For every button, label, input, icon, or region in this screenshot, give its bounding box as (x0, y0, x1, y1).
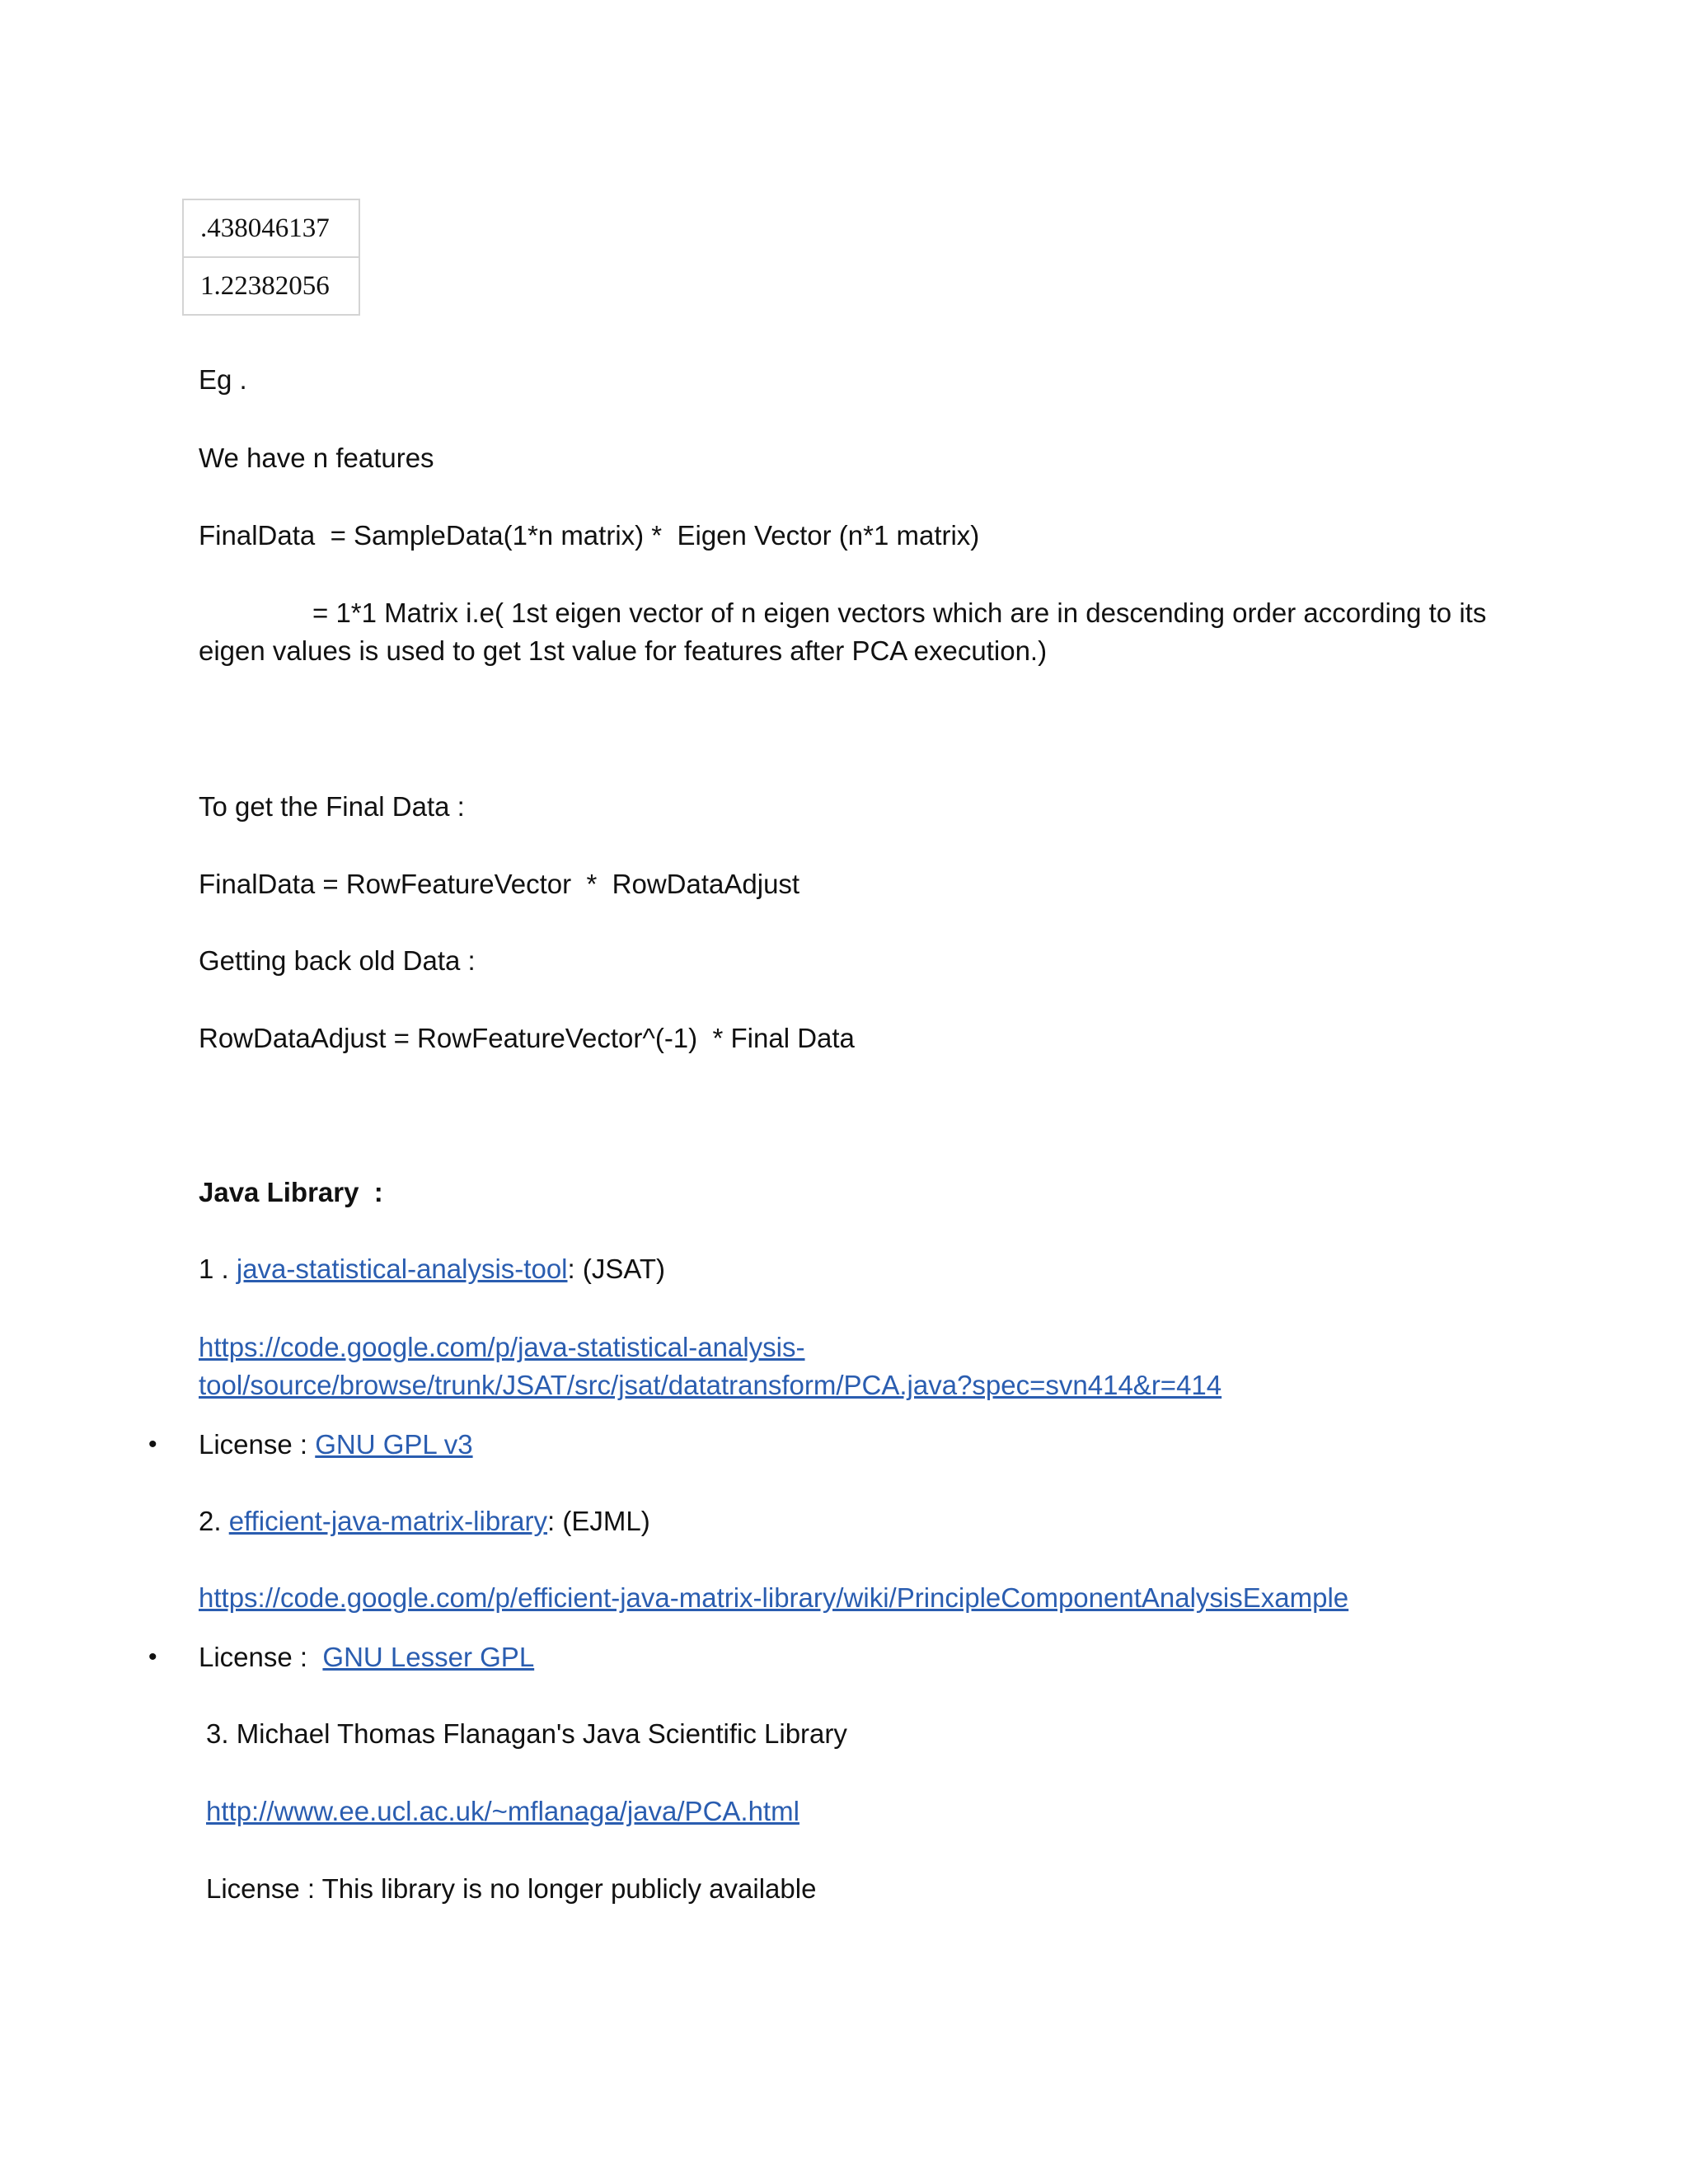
lib1-license-link[interactable]: GNU GPL v3 (315, 1429, 473, 1460)
lib1-license (199, 1426, 473, 1464)
final-data-equation: FinalData = SampleData(1*n matrix) * Eigen Vector (n*1 matrix) (199, 520, 980, 551)
lib2-license (199, 1638, 534, 1676)
lib1-url (199, 1329, 805, 1366)
back-formula: RowDataAdjust = RowFeatureVector^(-1) * Final Data (199, 1023, 855, 1053)
lib1-license-label: License : (199, 1429, 316, 1460)
lib2-url-link[interactable]: https://code.google.com/p/efficient-java-matrix-library/wiki/PrincipleComponentAnalysisExample (199, 1582, 1349, 1613)
lib1-url-link-line1[interactable]: https://code.google.com/p/java-statistical-analysis- (199, 1332, 805, 1362)
lib1-url-cont (199, 1366, 1221, 1404)
lib3-url-link[interactable]: http://www.ee.ucl.ac.uk/~mflanaga/java/PCA.html (206, 1796, 799, 1826)
lib1-suffix: : (JSAT) (567, 1254, 666, 1284)
lib2-license-label: License : (199, 1642, 323, 1672)
lib2-title (199, 1502, 650, 1540)
lib3-url (206, 1793, 799, 1830)
lib1-prefix: 1 . (199, 1254, 237, 1284)
lib1-name-link[interactable]: java-statistical-analysis-tool (236, 1254, 568, 1284)
lib2-prefix: 2. (199, 1506, 229, 1536)
bullet-icon: • (148, 1643, 157, 1671)
get-final-heading: To get the Final Data : (199, 791, 465, 822)
example-label: Eg . (199, 364, 247, 395)
lib3-license: License : This library is no longer publicly available (206, 1873, 817, 1904)
lib2-name-link[interactable]: efficient-java-matrix-library (228, 1506, 548, 1536)
table-row (183, 199, 359, 257)
table-row (183, 257, 359, 315)
java-library-heading: Java Library : (199, 1177, 383, 1207)
matrix-explanation (199, 594, 1493, 670)
lib1-url-link-line2[interactable]: tool/source/browse/trunk/JSAT/src/jsat/datatransform/PCA.java?spec=svn414&r=414 (199, 1370, 1222, 1400)
lib3-title: 3. Michael Thomas Flanagan's Java Scientific Library (206, 1718, 847, 1749)
lib2-url (199, 1579, 1348, 1617)
matrix-explanation-text: = 1*1 Matrix i.e( 1st eigen vector of n eigen vectors which are in descending order according to its eigen values is used to get 1st value for features after PCA execution.) (199, 598, 1487, 666)
features-text: We have n features (199, 443, 434, 473)
bullet-icon: • (148, 1431, 157, 1458)
values-table (182, 199, 360, 316)
lib1-title (199, 1250, 665, 1288)
final-formula: FinalData = RowFeatureVector * RowDataAdjust (199, 869, 800, 899)
lib2-suffix: : (EJML) (547, 1506, 650, 1536)
table-cell: .438046137 (183, 199, 359, 257)
table-cell: 1.22382056 (183, 257, 359, 315)
get-back-heading: Getting back old Data : (199, 945, 476, 976)
lib2-license-link[interactable]: GNU Lesser GPL (322, 1642, 535, 1672)
